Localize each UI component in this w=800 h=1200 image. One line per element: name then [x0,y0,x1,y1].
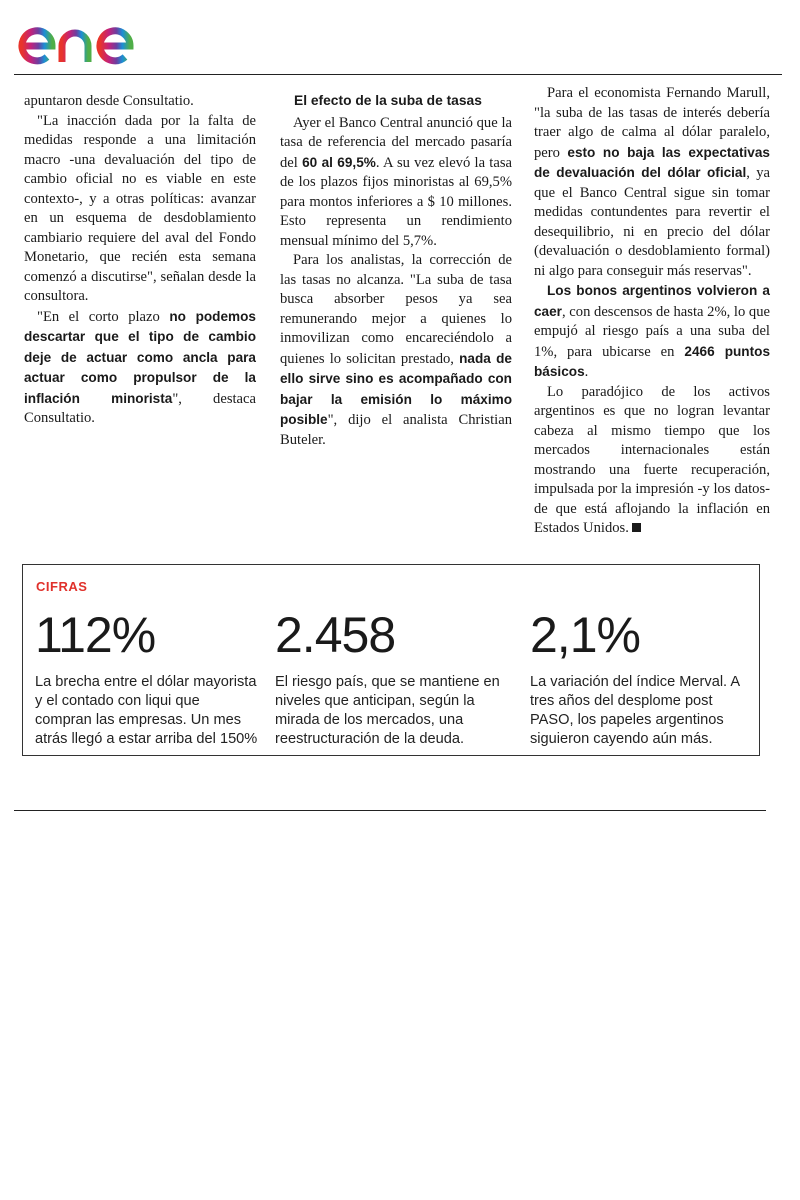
figure-number: 2.458 [275,607,396,663]
end-mark [632,523,641,532]
figure-description: La variación del índice Merval. A tres años del desplome post PASO, los papeles argentinos siguieron cayendo aún más. [530,674,740,747]
paragraph: Los bonos argentinos volvieron a caer, con descensos de hasta 2%, lo que empujó al riesgo país a una suba del 1%, para ubicarse en 2466 puntos básicos. [534,283,771,380]
figure-number: 112% [35,607,156,663]
enel-logo [18,8,178,68]
paragraph: Para los analistas, la corrección de las tasas no alcanza. "La suba de tasa busca absorber pesos ya sea remunerando mejor a quienes lo inmovilizan como encareciéndolo a quienes lo solicitan prestado, nada de ello sirve sino es acompañado con bajar la emisión lo máximo posible", dijo el analista Christian Buteler. [280,252,512,448]
figure-number: 2,1% [530,607,640,663]
paragraph: Ayer el Banco Central anunció que la tasa de referencia del mercado pasaría del 60 al 69,5%. A su vez elevó la tasa de los plazos fijos minoristas al 69,5% para montos inferiores a $ 10 millones. Esto representa un rendimiento mensual mínimo del 5,7%. [280,114,512,249]
figure-item [275,603,500,749]
figure-description: La brecha entre el dólar mayorista y el contado con liqui que compran las empresas. Un mes atrás llegó a estar arriba del 150% [35,674,258,747]
cifras-label: CIFRAS [36,579,88,594]
paragraph: "La inacción dada por la falta de medidas responde a una limitación macro -una devaluación del tipo de cambio oficial no es viable en este contexto-, y a otras políticas: avanzar en un esquema de desdoblamiento cambiario requiere del aval del Fondo Monetario, que recién esta semana comenzó a discutirse", señalan desde la consultora. [24,112,256,304]
article-column-1 [24,92,256,429]
top-rule [14,74,782,75]
cifras-box [22,564,760,756]
paragraph: apuntaron desde Consultatio. [24,93,194,109]
figure-item [530,603,755,749]
article-column-3 [534,84,770,539]
figure-item [35,603,260,749]
article-column-2 [280,84,512,450]
section-subhead: El efecto de la suba de tasas [294,93,482,108]
paragraph: Lo paradójico de los activos argentinos es que no logran levantar cabeza al mismo tiempo que los mercados internacionales están mostrando una fuerte recuperación, impulsada por la impresión -y los datos- de que está aflojando la inflación en Estados Unidos. [534,383,770,536]
paragraph: Para el economista Fernando Marull, "la suba de las tasas de interés debería traer algo de calma al dólar paralelo, pero esto no baja las expectativas de devaluación del dólar oficial, ya que el Banco Central sigue sin tomar medidas contundentes para revertir el desequilibrio, ni en precio del dólar (devaluación o desdoblamiento formal) ni algo para conseguir más reservas". [534,85,770,279]
figure-description: El riesgo país, que se mantiene en niveles que anticipan, según la mirada de los mercados, una reestructuración de la deuda. [275,674,500,747]
paragraph: "En el corto plazo no podemos descartar que el tipo de cambio deje de actuar como ancla para actuar como propulsor de la inflación minorista", destaca Consultatio. [24,308,256,426]
bottom-rule [14,810,766,811]
